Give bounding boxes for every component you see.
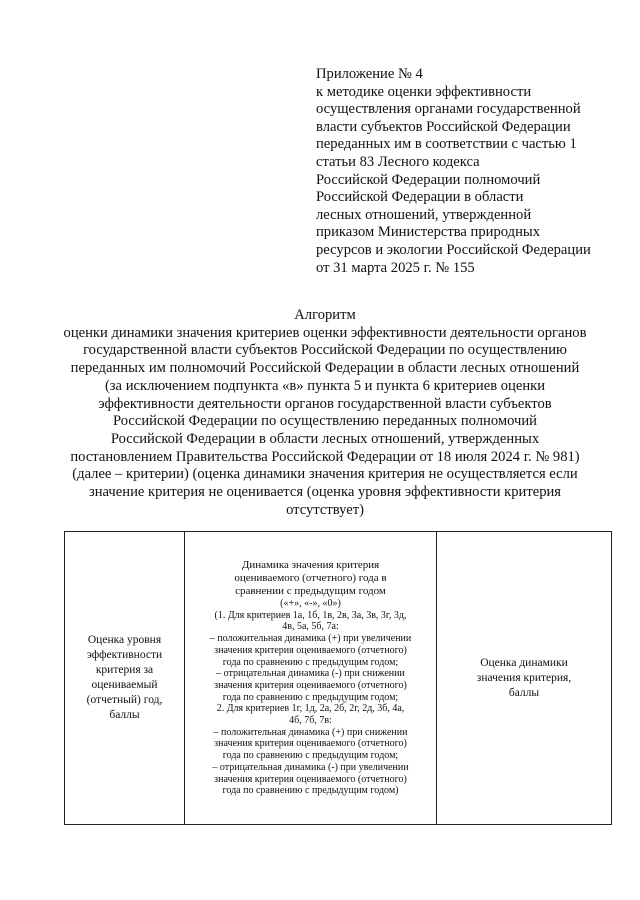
appendix-line: Приложение № 4 [316, 66, 423, 82]
header-cell-efficiency-level [65, 532, 185, 825]
cell-line: эффективности [86, 649, 163, 661]
appendix-line: приказом Министерства природных [316, 224, 540, 241]
appendix-line: власти субъектов Российской Федерации [316, 118, 571, 135]
heading-line: постановлением Правительства Российской Федерации от 18 июля 2024 г. № 981) [70, 448, 580, 465]
header-cell-dynamics [185, 532, 437, 825]
cell-line: 4б, 7б, 7в: [289, 715, 332, 727]
header-cell-dynamics-score [437, 532, 612, 825]
cell-line: Оценка уровня [87, 634, 162, 646]
heading-line: переданных им полномочий Российской Федерации в области лесных отношений [70, 360, 580, 377]
cell-line: года по сравнению с предыдущим годом) [222, 785, 399, 797]
heading-line: отсутствует) [286, 501, 364, 518]
cell-line: – положительная динамика (+) при увеличении [209, 633, 412, 645]
heading-line: Российской Федерации в области лесных отношений, утвержденных [110, 430, 540, 447]
appendix-line: переданных им в соответствии с частью 1 [316, 136, 577, 153]
appendix-block [316, 66, 616, 277]
cell-line: года по сравнению с предыдущим годом; [222, 750, 399, 762]
cell-line: Динамика значения критерия [241, 559, 380, 572]
appendix-line: ресурсов и экологии Российской Федерации [316, 241, 591, 258]
appendix-line: Российской Федерации в области [316, 189, 524, 206]
cell-line: 2. Для критериев 1г, 1д, 2а, 2б, 2г, 2д, 3б, 4а, [216, 703, 405, 715]
appendix-line: Российской Федерации полномочий [316, 171, 541, 188]
cell-line: значения критерия, [476, 671, 572, 684]
table-row [65, 532, 612, 825]
cell-line: значения критерия оцениваемого (отчетного) [214, 679, 407, 691]
cell-line: («+», «-», «0») [280, 598, 341, 610]
heading-line: оценки динамики значения критериев оценки эффективности деятельности органов [63, 324, 587, 341]
cell-line: значения критерия оцениваемого (отчетного) [214, 738, 407, 750]
heading-line: эффективности деятельности органов государственной власти субъектов [98, 395, 552, 412]
appendix-line: к методике оценки эффективности [316, 83, 532, 100]
document-heading [40, 307, 610, 519]
heading-line: значение критерия не оценивается (оценка уровня эффективности критерия [88, 484, 562, 501]
cell-line: оцениваемый [91, 679, 158, 691]
heading-line: (за исключением подпункта «в» пункта 5 и пункта 6 критериев оценки [104, 377, 546, 394]
heading-line: Российской Федерации по осуществлению переданных полномочий [113, 413, 537, 430]
cell-line: баллы [109, 709, 140, 721]
cell-line: года по сравнению с предыдущим годом; [222, 656, 399, 668]
appendix-line: статьи 83 Лесного кодекса [316, 153, 480, 170]
appendix-line: осуществления органами государственной [316, 101, 581, 118]
cell-line: – положительная динамика (+) при снижении [213, 726, 408, 738]
heading-line: государственной власти субъектов Российской Федерации по осуществлению [83, 342, 567, 359]
heading-line: (далее – критерии) (оценка динамики значения критерия не осуществляется если [72, 466, 578, 483]
cell-line: сравнении с предыдущим годом [235, 585, 386, 598]
appendix-line: от 31 марта 2025 г. № 155 [316, 259, 475, 276]
cell-line: Оценка динамики [480, 656, 568, 669]
cell-line: – отрицательная динамика (-) при увеличении [212, 761, 409, 773]
cell-line: значения критерия оцениваемого (отчетного) [214, 644, 407, 656]
cell-line: (1. Для критериев 1а, 1б, 1в, 2в, 3а, 3в, 3г, 3д, [214, 609, 407, 621]
cell-line: критерия за [95, 664, 154, 676]
cell-line: – отрицательная динамика (-) при снижении [216, 668, 405, 680]
cell-line: года по сравнению с предыдущим годом; [222, 691, 399, 703]
appendix-line: лесных отношений, утвержденной [316, 206, 532, 223]
criteria-table [64, 531, 612, 825]
cell-line: значения критерия оцениваемого (отчетного) [214, 773, 407, 785]
cell-line: 4в, 5а, 5б, 7а: [282, 621, 339, 633]
cell-line: оцениваемого (отчетного) года в [234, 572, 387, 585]
cell-line: (отчетный) год, [86, 694, 163, 706]
cell-line: баллы [508, 686, 540, 699]
heading-title: Алгоритм [294, 307, 356, 323]
